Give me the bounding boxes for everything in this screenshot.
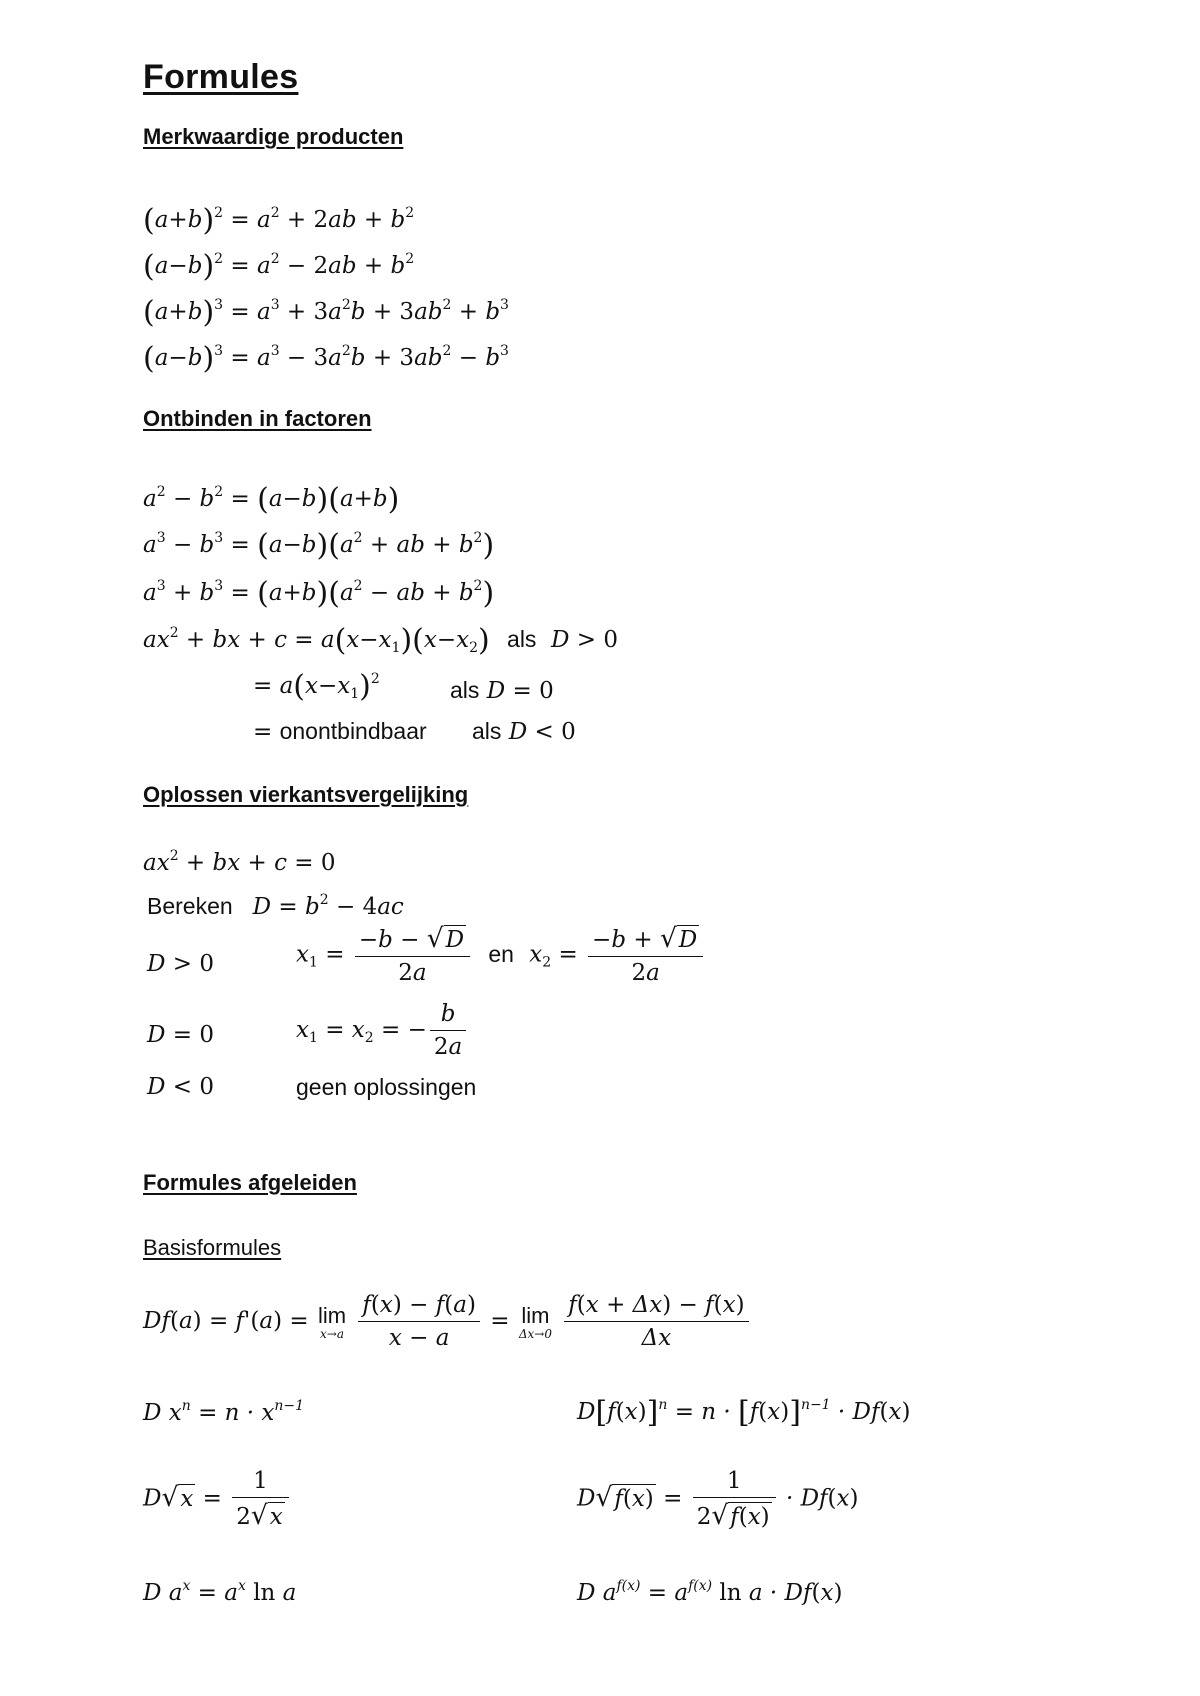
formula-diff-squares: $a^2 - b^2 = (a-b)(a+b)$ <box>143 482 400 517</box>
formula-exponential-derivative: D $a^x = a^x$ ln a <box>143 1578 297 1606</box>
condition-d-zero: D = 0 <box>147 1022 214 1048</box>
heading-formules-afgeleiden: Formules afgeleiden <box>143 1170 357 1195</box>
formula-square-diff: $(a-b)^2 = a^2 - 2ab + b^2$ <box>143 249 415 284</box>
formula-sum-cubes: $a^3 + b^3 = (a+b)(a^2$ − ab + $b^2$) <box>143 576 495 611</box>
formula-square-sum: $(a+b)^2 = a^2 + 2ab + b^2$ <box>143 203 415 238</box>
als-label: als <box>450 677 480 703</box>
formula-condition-d-zero: als D = 0 <box>450 677 554 704</box>
formula-quadratic-equation: $ax^2$ + bx + c = 0 <box>143 848 336 876</box>
als-label: als <box>472 718 502 744</box>
formula-discriminant: Bereken $D = b^2 - 4ac$ <box>147 892 404 920</box>
formula-quadratic-factor: $ax^2$ + bx + $c = a(x-x_1)(x-x_2)$ als D > 0 <box>143 623 619 658</box>
en-label: en <box>488 940 514 967</box>
formula-irreducible: = onontbindbaar <box>253 718 427 745</box>
formula-chain-power-rule: $D[f(x)]^n = n \cdot [f(x)]^{n-1} \cdot Df(x)$ <box>577 1395 911 1430</box>
formula-cube-sum: $(a+b)^3 = a^3 + 3a^2b + 3ab^2 + b^3$ <box>143 295 509 330</box>
heading-merkwaardige-producten: Merkwaardige producten <box>143 124 404 149</box>
formula-quadratic-double-root: = $a(x-x_1)^2$ <box>253 669 380 704</box>
onontbindbaar-label: onontbindbaar <box>279 718 427 744</box>
formula-chain-exponential-derivative: D $a^{f(x)} = a^{f(x)}$ ln a · Df(x) <box>577 1578 843 1606</box>
heading-oplossen-vierkantsvergelijking: Oplossen vierkantsvergelijking <box>143 782 469 807</box>
formula-no-solutions <box>296 1076 476 1100</box>
formula-sqrt-derivative: D√x = $\frac{1}{2√x}$ <box>143 1470 292 1529</box>
heading-basisformules: Basisformules <box>143 1235 282 1260</box>
formula-double-root: $x_1 = x_2$ = − $\frac{b}{2a}$ <box>296 1003 469 1059</box>
geen-oplossingen-label: geen oplossingen <box>296 1074 477 1100</box>
condition-d-negative: D < 0 <box>147 1074 214 1100</box>
condition-d-positive: D > 0 <box>147 951 214 977</box>
formula-two-roots: $x_1$ = $\frac{-b - √D}{2a}$ en $x_2$ = $\frac{-b + √D}{2a}$ <box>296 926 706 985</box>
page-title: Formules <box>143 58 299 96</box>
heading-ontbinden-in-factoren: Ontbinden in factoren <box>143 406 372 431</box>
formula-condition-d-negative: als D < 0 <box>472 718 576 745</box>
formula-chain-sqrt-derivative: D√f(x) = $\frac{1}{2√f(x)}$ · Df(x) <box>577 1468 859 1531</box>
formula-cube-diff: $(a-b)^3 = a^3 - 3a^2b + 3ab^2 - b^3$ <box>143 341 509 376</box>
bereken-label: Bereken <box>147 893 233 919</box>
formula-power-rule: D $x^n = n \cdot x^{n-1}$ <box>143 1398 305 1426</box>
als-label: als <box>507 626 537 652</box>
formula-diff-cubes: $a^3 - b^3 = (a-b)(a^2$ + ab + $b^2$) <box>143 528 495 563</box>
formula-derivative-definition: Df(a) = f'(a) = lim x→a $\frac{f(x) - f(a)}{x - a}$ = lim Δx→0 $\frac{f(x + \Delta x) - f(x)}{\Delta x}$ <box>143 1294 752 1350</box>
